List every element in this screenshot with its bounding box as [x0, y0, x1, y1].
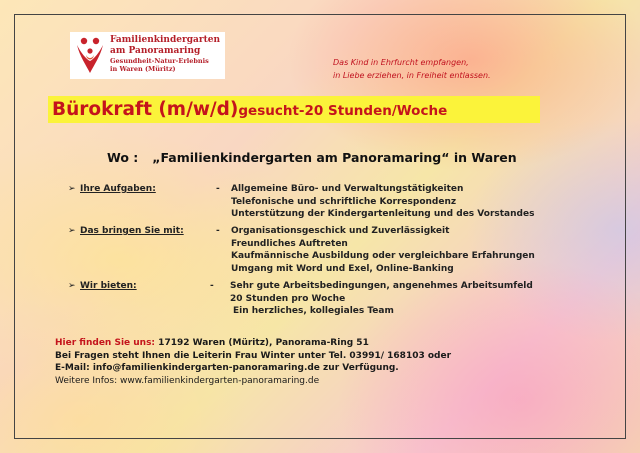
headline — [52, 96, 447, 123]
arrow-bullet-icon: ➢ — [68, 281, 76, 291]
address-line — [55, 337, 451, 350]
website-line: Weitere Infos: www.familienkindergarten-panoramaring.de — [55, 375, 320, 386]
list-item: Allgemeine Büro- und Verwaltungstätigkeiten — [231, 184, 464, 194]
list-item: Telefonische und schriftliche Korrespondenz — [231, 196, 457, 207]
section-label: ➢ Ihre Aufgaben: — [68, 184, 156, 194]
section-label: ➢ Wir bieten: — [68, 281, 137, 291]
list-item: Ein herzliches, kollegiales Team — [233, 306, 394, 317]
logo-location: in Waren (Müritz) — [110, 65, 176, 73]
list-item: Sehr gute Arbeitsbedingungen, angenehmes Arbeitsumfeld — [230, 281, 533, 291]
section-items — [231, 225, 535, 275]
list-item: Umgang mit Word und Exel, Online-Banking — [231, 263, 454, 274]
logo-name-line2: am Panoramaring — [110, 46, 201, 56]
dash: - — [216, 226, 220, 236]
section-items — [230, 280, 533, 318]
section-label: ➢ Das bringen Sie mit: — [68, 226, 184, 236]
logo — [70, 32, 225, 79]
dash: - — [216, 184, 220, 194]
phone-line: Bei Fragen steht Ihnen die Leiterin Frau Winter unter Tel. 03991/ 168103 oder — [55, 350, 452, 361]
logo-name-line1: Familienkindergarten — [110, 35, 221, 45]
list-item: 20 Stunden pro Woche — [230, 293, 346, 304]
contact-footer — [55, 337, 451, 387]
family-figures-icon — [74, 35, 106, 75]
list-item: Organisationsgeschick und Zuverlässigkeit — [231, 226, 450, 236]
list-item: Unterstützung der Kindergartenleitung und des Vorstandes — [231, 209, 535, 220]
section-items — [231, 183, 534, 221]
headline-hours: gesucht-20 Stunden/Woche — [238, 103, 448, 119]
logo-slogan: Gesundheit-Natur-Erlebnis — [110, 57, 209, 65]
headline-job-title: Bürokraft (m/w/d) — [52, 99, 239, 120]
motto-line2: in Liebe erziehen, in Freiheit entlassen. — [333, 71, 491, 80]
list-item: Freundliches Auftreten — [231, 238, 348, 249]
location-label: Wo : — [107, 150, 139, 165]
list-item: Kaufmännische Ausbildung oder vergleichbare Erfahrungen — [231, 251, 535, 262]
arrow-bullet-icon: ➢ — [68, 226, 76, 236]
location-line — [107, 150, 517, 165]
arrow-bullet-icon: ➢ — [68, 184, 76, 194]
find-label: Hier finden Sie uns: — [55, 338, 156, 348]
motto-line1: Das Kind in Ehrfurcht empfangen, — [333, 58, 469, 67]
dash: - — [210, 281, 214, 291]
address: 17192 Waren (Müritz), Panorama-Ring 51 — [155, 338, 369, 348]
email-line: E-Mail: info@familienkindergarten-panoramaring.de zur Verfügung. — [55, 363, 399, 374]
location-place: „Familienkindergarten am Panoramaring“ in Waren — [152, 150, 517, 165]
motto — [333, 56, 491, 82]
